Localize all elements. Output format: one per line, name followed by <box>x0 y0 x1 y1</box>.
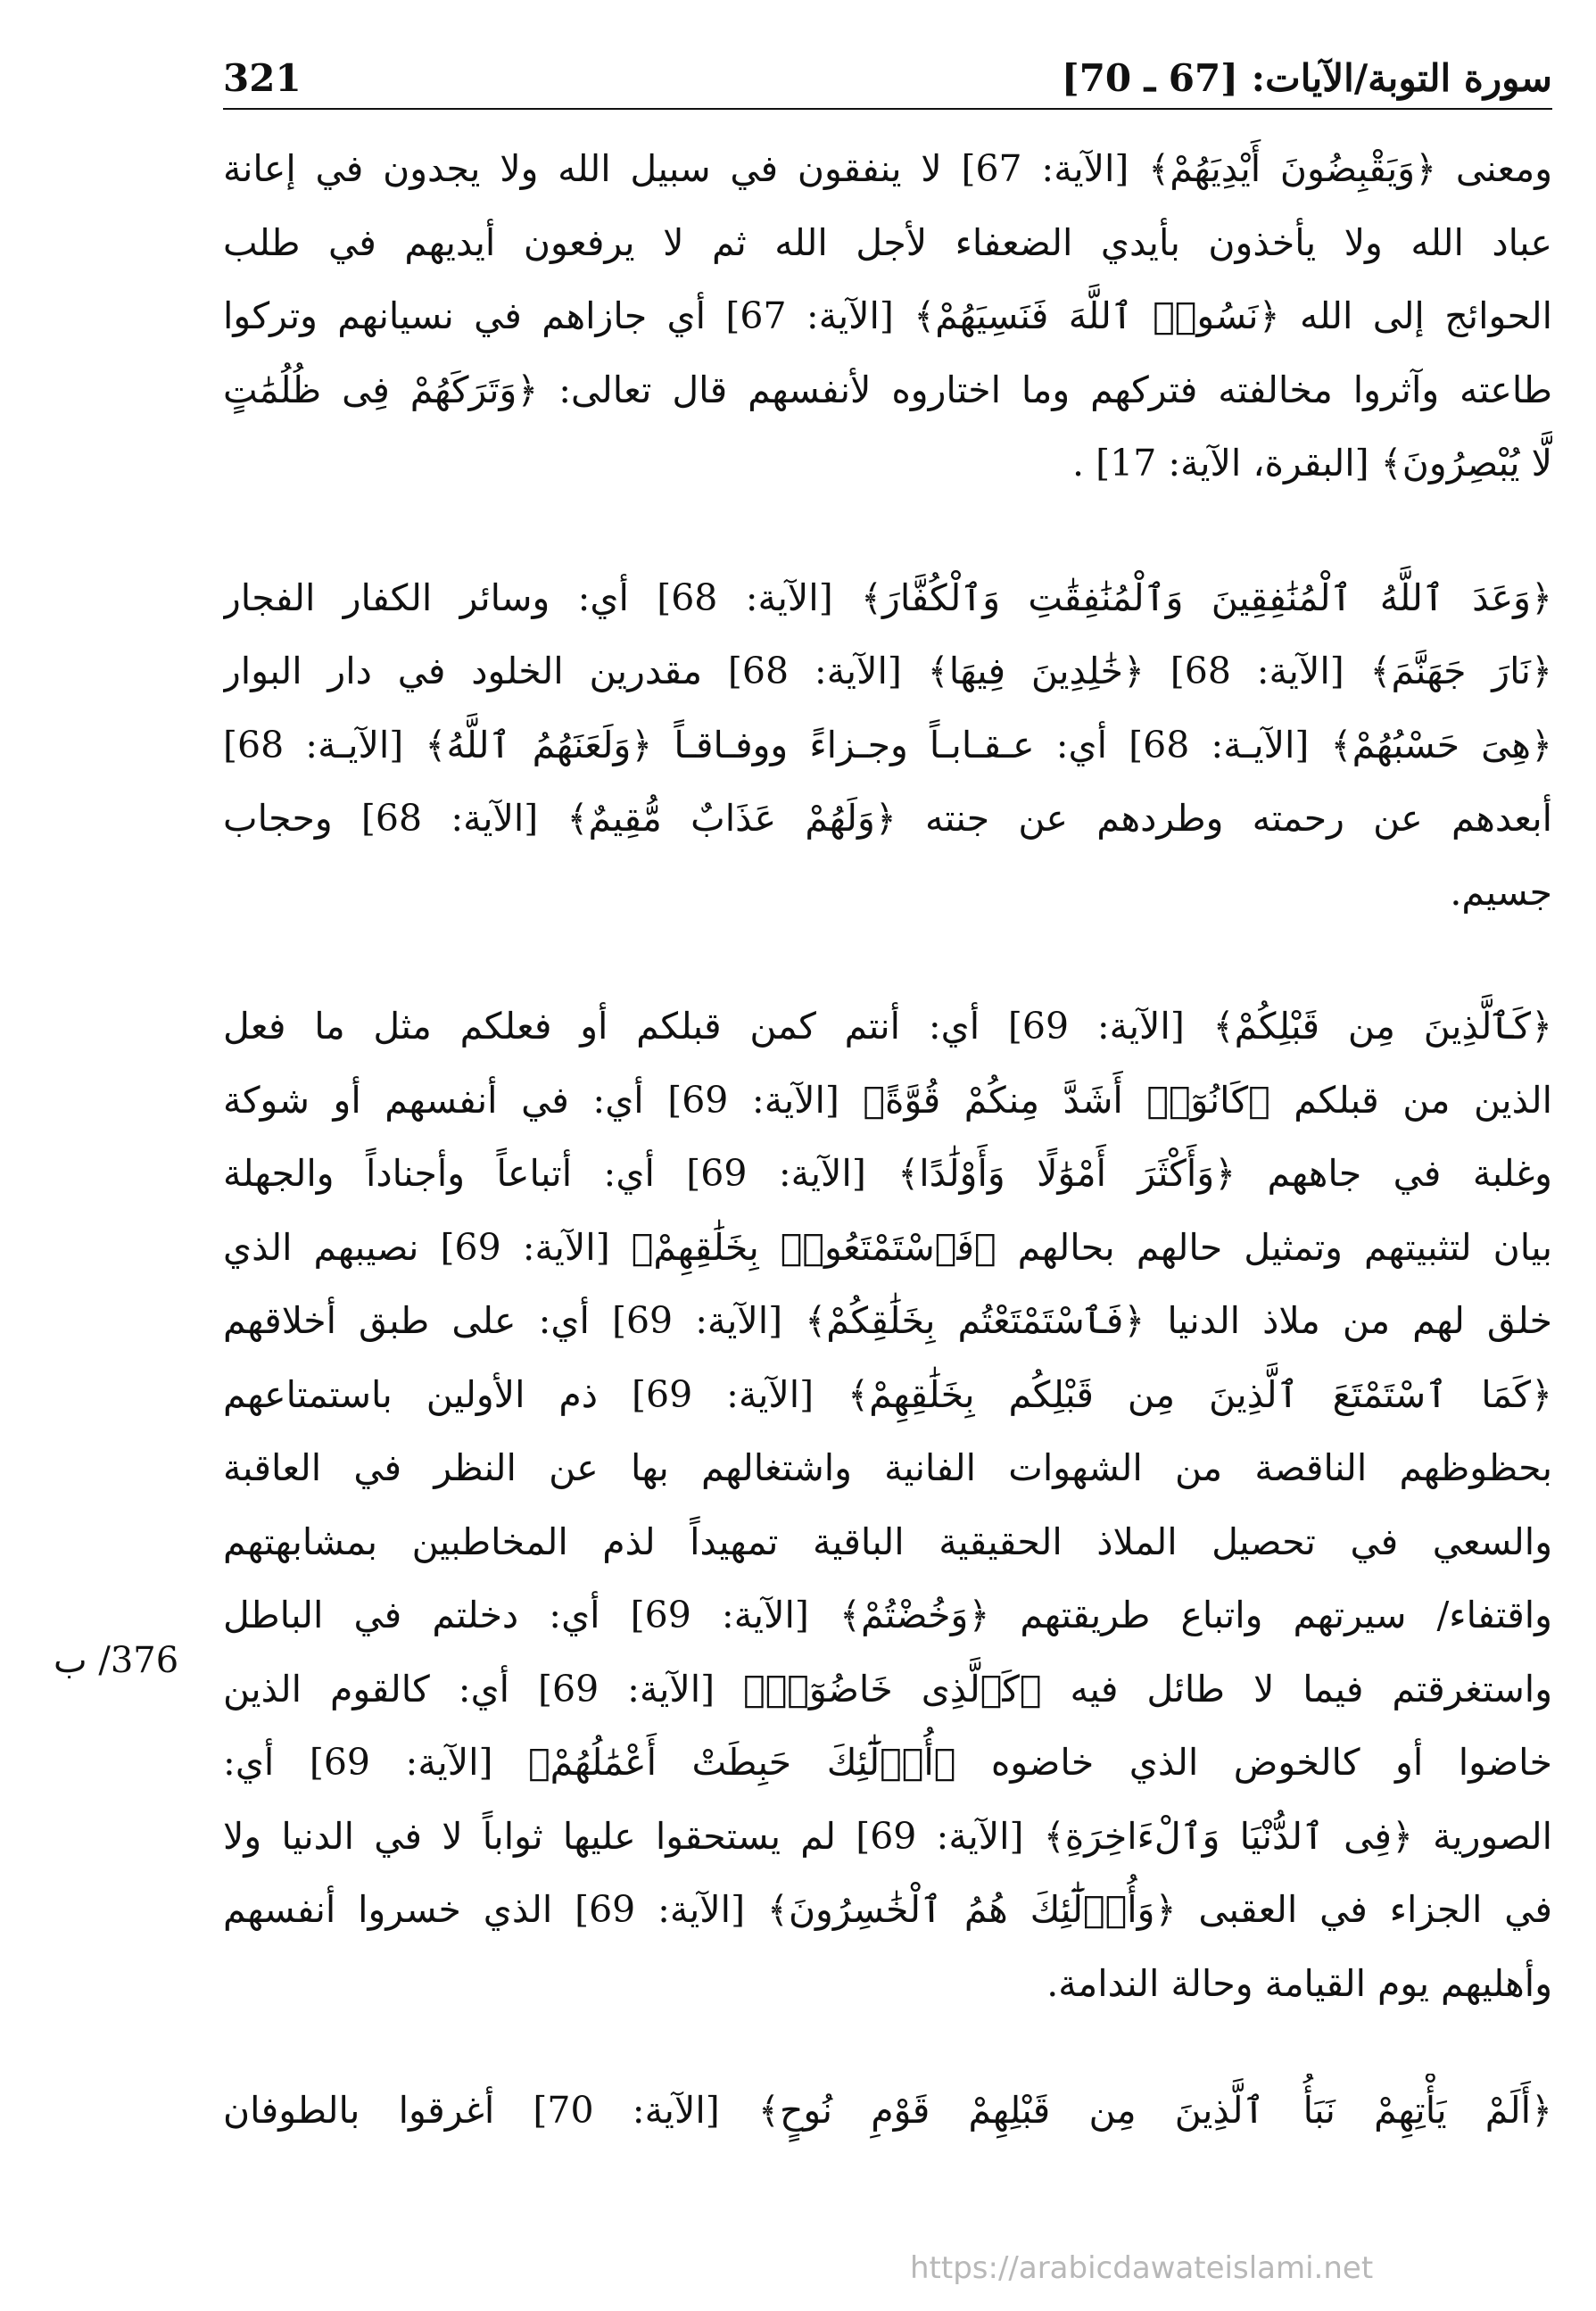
watermark-url: https://arabicdawateislami.net <box>910 2250 1374 2286</box>
text-line: خلق لهم من ملاذ الدنيا ﴿فَٱسْتَمْتَعْتُم بِخَلَٰقِكُمْ﴾ [الآية: 69] أي: على طبق أخلاقهم <box>223 1299 1552 1342</box>
text-line: وغلبة في جاههم ﴿وَأَكْثَرَ أَمْوَٰلًا وَأَوْلَٰدًا﴾ [الآية: 69] أي: أتباعاً وأجناداً والجهلة <box>223 1152 1552 1195</box>
text-line: ﴿وَعَدَ ٱللَّهُ ٱلْمُنَٰفِقِينَ وَٱلْمُنَٰفِقَٰتِ وَٱلْكُفَّارَ﴾ [الآية: 68] أي: وسائر الكفار الفجار <box>223 576 1552 619</box>
text-line: الحوائج إلى الله ﴿نَسُوا۟ ٱللَّهَ فَنَسِيَهُمْ﴾ [الآية: 67] أي جازاهم في نسيانهم وتركوا <box>223 294 1552 337</box>
paragraph-gap <box>223 501 1552 561</box>
paragraph-gap <box>223 2020 1552 2074</box>
body-text <box>223 132 1552 2148</box>
paragraph-verse-69 <box>223 990 1552 2020</box>
text-line: والسعي في تحصيل الملاذ الحقيقية الباقية تمهيداً لذم المخاطبين بمشابهتهم <box>223 1520 1552 1563</box>
text-line: أبعدهم عن رحمته وطردهم عن جنته ﴿وَلَهُمْ عَذَابٌ مُّقِيمٌ﴾ [الآية: 68] وحجاب <box>223 797 1552 840</box>
header-rule <box>223 108 1552 110</box>
text-line: بيان لتثبيتهم وتمثيل حالهم بحالهم ﴿فَٱسْتَمْتَعُوا۟ بِخَلَٰقِهِمْ﴾ [الآية: 69] نصيبهم الذي <box>223 1225 1552 1269</box>
text-line: عباد الله ولا يأخذون بأيدي الضعفاء لأجل الله ثم لا يرفعون أيديهم في طلب <box>223 220 1552 264</box>
text-line: ﴿كَٱلَّذِينَ مِن قَبْلِكُمْ﴾ [الآية: 69] أي: أنتم كمن قبلكم أو فعلكم مثل ما فعل <box>223 1005 1552 1048</box>
text-line: ومعنى ﴿وَيَقْبِضُونَ أَيْدِيَهُمْ﴾ [الآية: 67] لا ينفقون في سبيل الله ولا يجدون في إعانة <box>223 147 1552 190</box>
text-line: جسيم. <box>1450 870 1552 914</box>
text-line: ﴿هِىَ حَسْبُهُمْ﴾ [الآيـة: 68] أي: عـقـابـاً وجـزاءً ووفـاقـاً ﴿وَلَعَنَهُمُ ٱللَّهُ﴾ [الآيـة: 68] <box>223 723 1552 766</box>
paragraph-gap <box>223 929 1552 990</box>
page-number: 321 <box>223 56 302 100</box>
running-title: سورة التوبة/الآيات: [67 ـ 70] <box>1061 56 1552 100</box>
text-line: طاعته وآثروا مخالفته فتركهم وما اختاروه لأنفسهم قال تعالى: ﴿وَتَرَكَهُمْ فِى ظُلُمَٰتٍ <box>223 368 1552 411</box>
text-line: ﴿نَارَ جَهَنَّمَ﴾ [الآية: 68] ﴿خَٰلِدِينَ فِيهَا﴾ [الآية: 68] مقدرين الخلود في دار البوار <box>223 650 1552 692</box>
text-line: بحظوظهم الناقصة من الشهوات الفانية واشتغالهم بها عن النظر في العاقبة <box>223 1446 1552 1489</box>
paragraph-verse-70 <box>223 2074 1552 2148</box>
text-line: ﴿كَمَا ٱسْتَمْتَعَ ٱلَّذِينَ مِن قَبْلِكُم بِخَلَٰقِهِمْ﴾ [الآية: 69] ذم الأولين باستمتاعهم <box>223 1372 1552 1416</box>
text-line: واستغرقتم فيما لا طائل فيه ﴿كَٱلَّذِى خَاضُوٓا۟﴾ [الآية: 69] أي: كالقوم الذين <box>223 1667 1552 1710</box>
page-header <box>223 49 1552 112</box>
paragraph-verse-67 <box>223 132 1552 501</box>
text-line: الذين من قبلكم ﴿كَانُوٓا۟ أَشَدَّ مِنكُمْ قُوَّةً﴾ [الآية: 69] أي: في أنفسهم أو شوكة <box>223 1078 1552 1122</box>
text-line: الصورية ﴿فِى ٱلدُّنْيَا وَٱلْءَاخِرَةِ﴾ [الآية: 69] لم يستحقوا عليها ثواباً لا في الدنيا ولا <box>223 1814 1552 1858</box>
text-line: في الجزاء في العقبى ﴿وَأُو۟لَٰٓئِكَ هُمُ ٱلْخَٰسِرُونَ﴾ [الآية: 69] الذي خسروا أنفسهم <box>223 1888 1552 1931</box>
text-line: لَّا يُبْصِرُونَ﴾ [البقرة، الآية: 17] . <box>1072 442 1552 485</box>
text-line: خاضوا أو كالخوض الذي خاضوه ﴿أُو۟لَٰٓئِكَ حَبِطَتْ أَعْمَٰلُهُمْ﴾ [الآية: 69] أي: <box>223 1741 1552 1784</box>
text-line: ﴿أَلَمْ يَأْتِهِمْ نَبَأُ ٱلَّذِينَ مِن قَبْلِهِمْ قَوْمِ نُوحٍ﴾ [الآية: 70] أغرقوا بالطوفان <box>223 2089 1552 2132</box>
text-line: واقتفاء/ سيرتهم واتباع طريقتهم ﴿وَخُضْتُمْ﴾ [الآية: 69] أي: دخلتم في الباطل <box>223 1594 1552 1636</box>
text-line: وأهليهم يوم القيامة وحالة الندامة. <box>1046 1961 1552 2005</box>
paragraph-verse-68 <box>223 561 1552 930</box>
manuscript-folio-note: 376/ ب <box>54 1640 179 1681</box>
